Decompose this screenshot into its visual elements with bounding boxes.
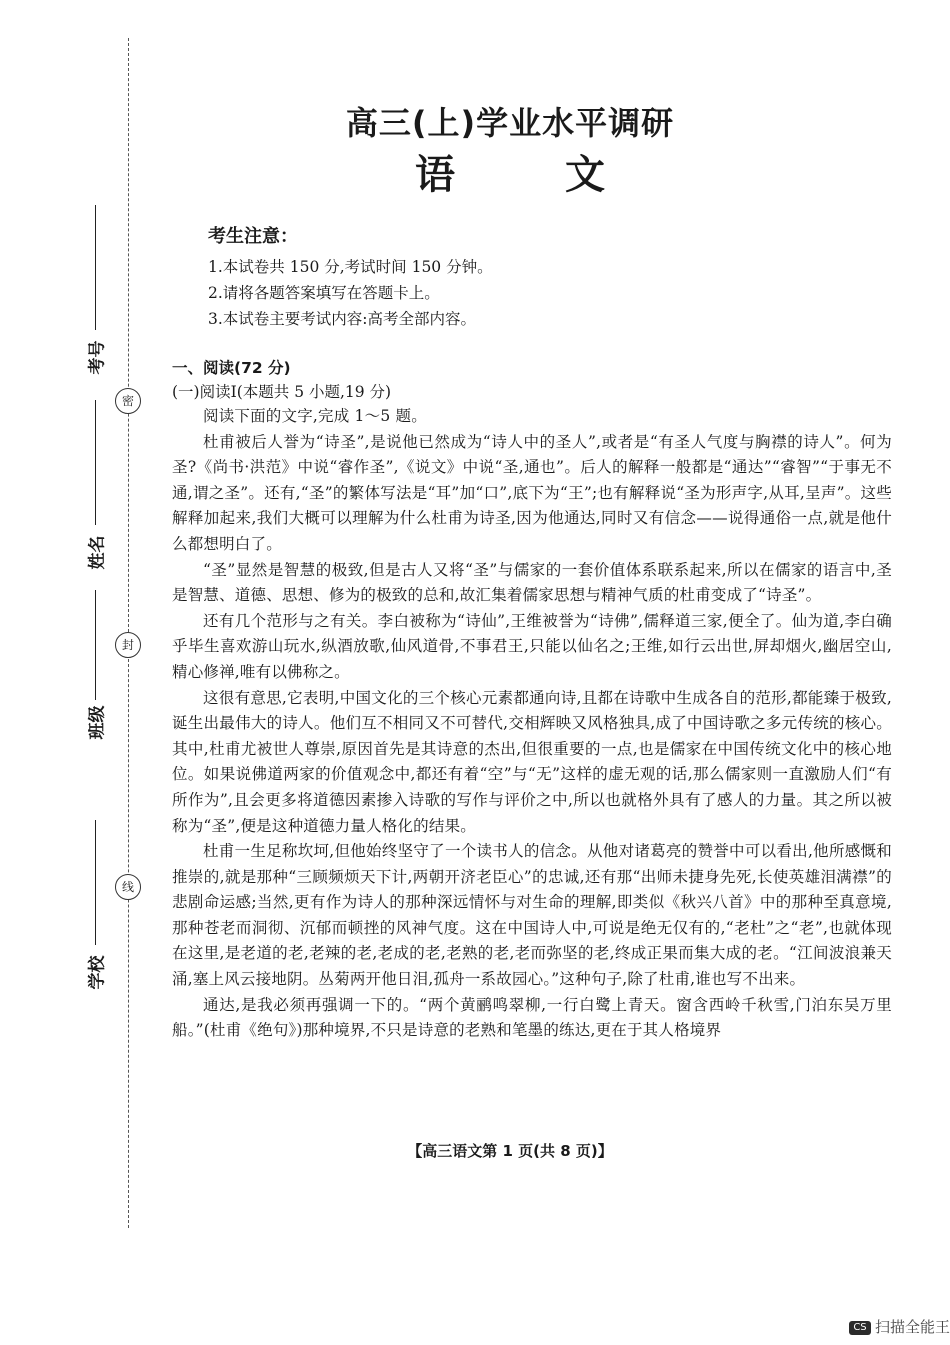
page-footer: 【高三语文第 1 页(共 8 页)】 (407, 1142, 613, 1160)
watermark-text: 扫描全能王 (874, 1318, 950, 1336)
paragraph: 通达,是我必须再强调一下的。“两个黄鹂鸣翠柳,一行白鹭上青天。窗含西岭千秋雪,门泊东吴万里船。”(杜甫《绝句》)那种境界,不只是诗意的老熟和笔墨的练达,更在于其人格境界 (172, 995, 892, 1040)
exam-no-line (95, 205, 96, 330)
notice-item: 3.本试卷主要考试内容:高考全部内容。 (208, 310, 477, 328)
cs-logo-icon: CS (849, 1321, 871, 1335)
section-subheading: (一)阅读Ⅰ(本题共 5 小题,19 分) (172, 383, 392, 401)
notice-title: 考生注意： (208, 226, 298, 247)
seal-mark-feng: 封 (115, 632, 141, 658)
paragraph: “圣”显然是智慧的极致,但是古人又将“圣”与儒家的一套价值体系联系起来,所以在儒家的语言中,圣是智慧、道德、思想、修为的极致的总和,故汇集着儒家思想与精神气质的杜甫变成了“诗圣”。 (172, 560, 892, 605)
paragraph: 杜甫一生足称坎坷,但他始终坚守了一个读书人的信念。从他对诸葛亮的赞誉中可以看出,他所感慨和推崇的,就是那种“三顾频烦天下计,两朝开济老臣心”的忠诚,还有那“出师未捷身先死,长使英雄泪满襟”的悲剧命运感;当然,更有作为诗人的那种深远情怀与对生命的理解,即类似《秋兴八首》中的那种至真意境,那种苍老而洞彻、沉郁而顿挫的风神气度。这在中国诗人中,可说是绝无仅有的,“老杜”之“老”,也就体现在这里,是老道的老,老辣的老,老成的老,老熟的老,老而弥坚的老,终成正果而集大成的老。“江间波浪兼天涌,塞上风云接地阴。丛菊两开他日泪,孤舟一系故园心。”这种句子,除了杜甫,谁也写不出来。 (172, 842, 892, 989)
paragraph: 杜甫被后人誉为“诗圣”,是说他已然成为“诗人中的圣人”,或者是“有圣人气度与胸襟的诗人”。何为圣?《尚书·洪范》中说“睿作圣”,《说文》中说“圣,通也”。后人的解释一般都是“通达”“睿智”“于事无不通,谓之圣”。还有,“圣”的繁体写法是“耳”加“口”,底下为“王”;也有解释说“圣为形声字,从耳,呈声”。这些解释加起来,我们大概可以理解为什么杜甫为诗圣,因为他通达,同时又有信念——说得通俗一点,就是他什么都想明白了。 (172, 432, 892, 553)
class-line (95, 590, 96, 700)
exam-no-label: 考号 (87, 340, 108, 375)
instruction: 阅读下面的文字,完成 1～5 题。 (203, 407, 427, 425)
notice-item: 2.请将各题答案填写在答题卡上。 (208, 284, 440, 302)
subject-char-1: 语 (415, 152, 455, 198)
class-label: 班级 (87, 705, 108, 740)
reading-section (172, 356, 892, 1044)
candidate-notice (208, 222, 848, 332)
name-line (95, 400, 96, 525)
scanner-watermark (849, 1316, 950, 1337)
school-label: 学校 (87, 955, 108, 990)
name-label: 姓名 (87, 535, 108, 570)
paragraph: 这很有意思,它表明,中国文化的三个核心元素都通向诗,且都在诗歌中生成各自的范形,都能臻于极致,诞生出最伟大的诗人。他们互不相同又不可替代,交相辉映又风格独具,成了中国诗歌之多元传统的核心。其中,杜甫尤被世人尊崇,原因首先是其诗意的杰出,但很重要的一点,也是儒家在中国传统文化中的核心地位。如果说佛道两家的价值观念中,都还有着“空”与“无”这样的虚无观的话,那么儒家则一直激励人们“有所作为”,且会更多将道德因素掺入诗歌的写作与评价之中,所以也就格外具有了感人的力量。其之所以被称为“圣”,便是这种道德力量人格化的结果。 (172, 688, 892, 835)
section-heading: 一、阅读(72 分) (172, 359, 291, 377)
seal-mark-xian: 线 (115, 874, 141, 900)
exam-title: 高三(上)学业水平调研 (345, 104, 675, 142)
seal-mark-mi: 密 (115, 388, 141, 414)
paragraph: 还有几个范形与之有关。李白被称为“诗仙”,王维被誉为“诗佛”,儒释道三家,便全了。仙为道,李白确乎毕生喜欢游山玩水,纵酒放歌,仙风道骨,不事君王,只能以仙名之;王维,如行云出世,屏却烟火,幽居空山,精心修禅,唯有以佛称之。 (172, 611, 892, 681)
binding-margin (0, 0, 160, 1345)
subject-char-2: 文 (565, 152, 605, 198)
school-line (95, 820, 96, 945)
subject-title (160, 143, 860, 200)
notice-item: 1.本试卷共 150 分,考试时间 150 分钟。 (208, 258, 493, 276)
